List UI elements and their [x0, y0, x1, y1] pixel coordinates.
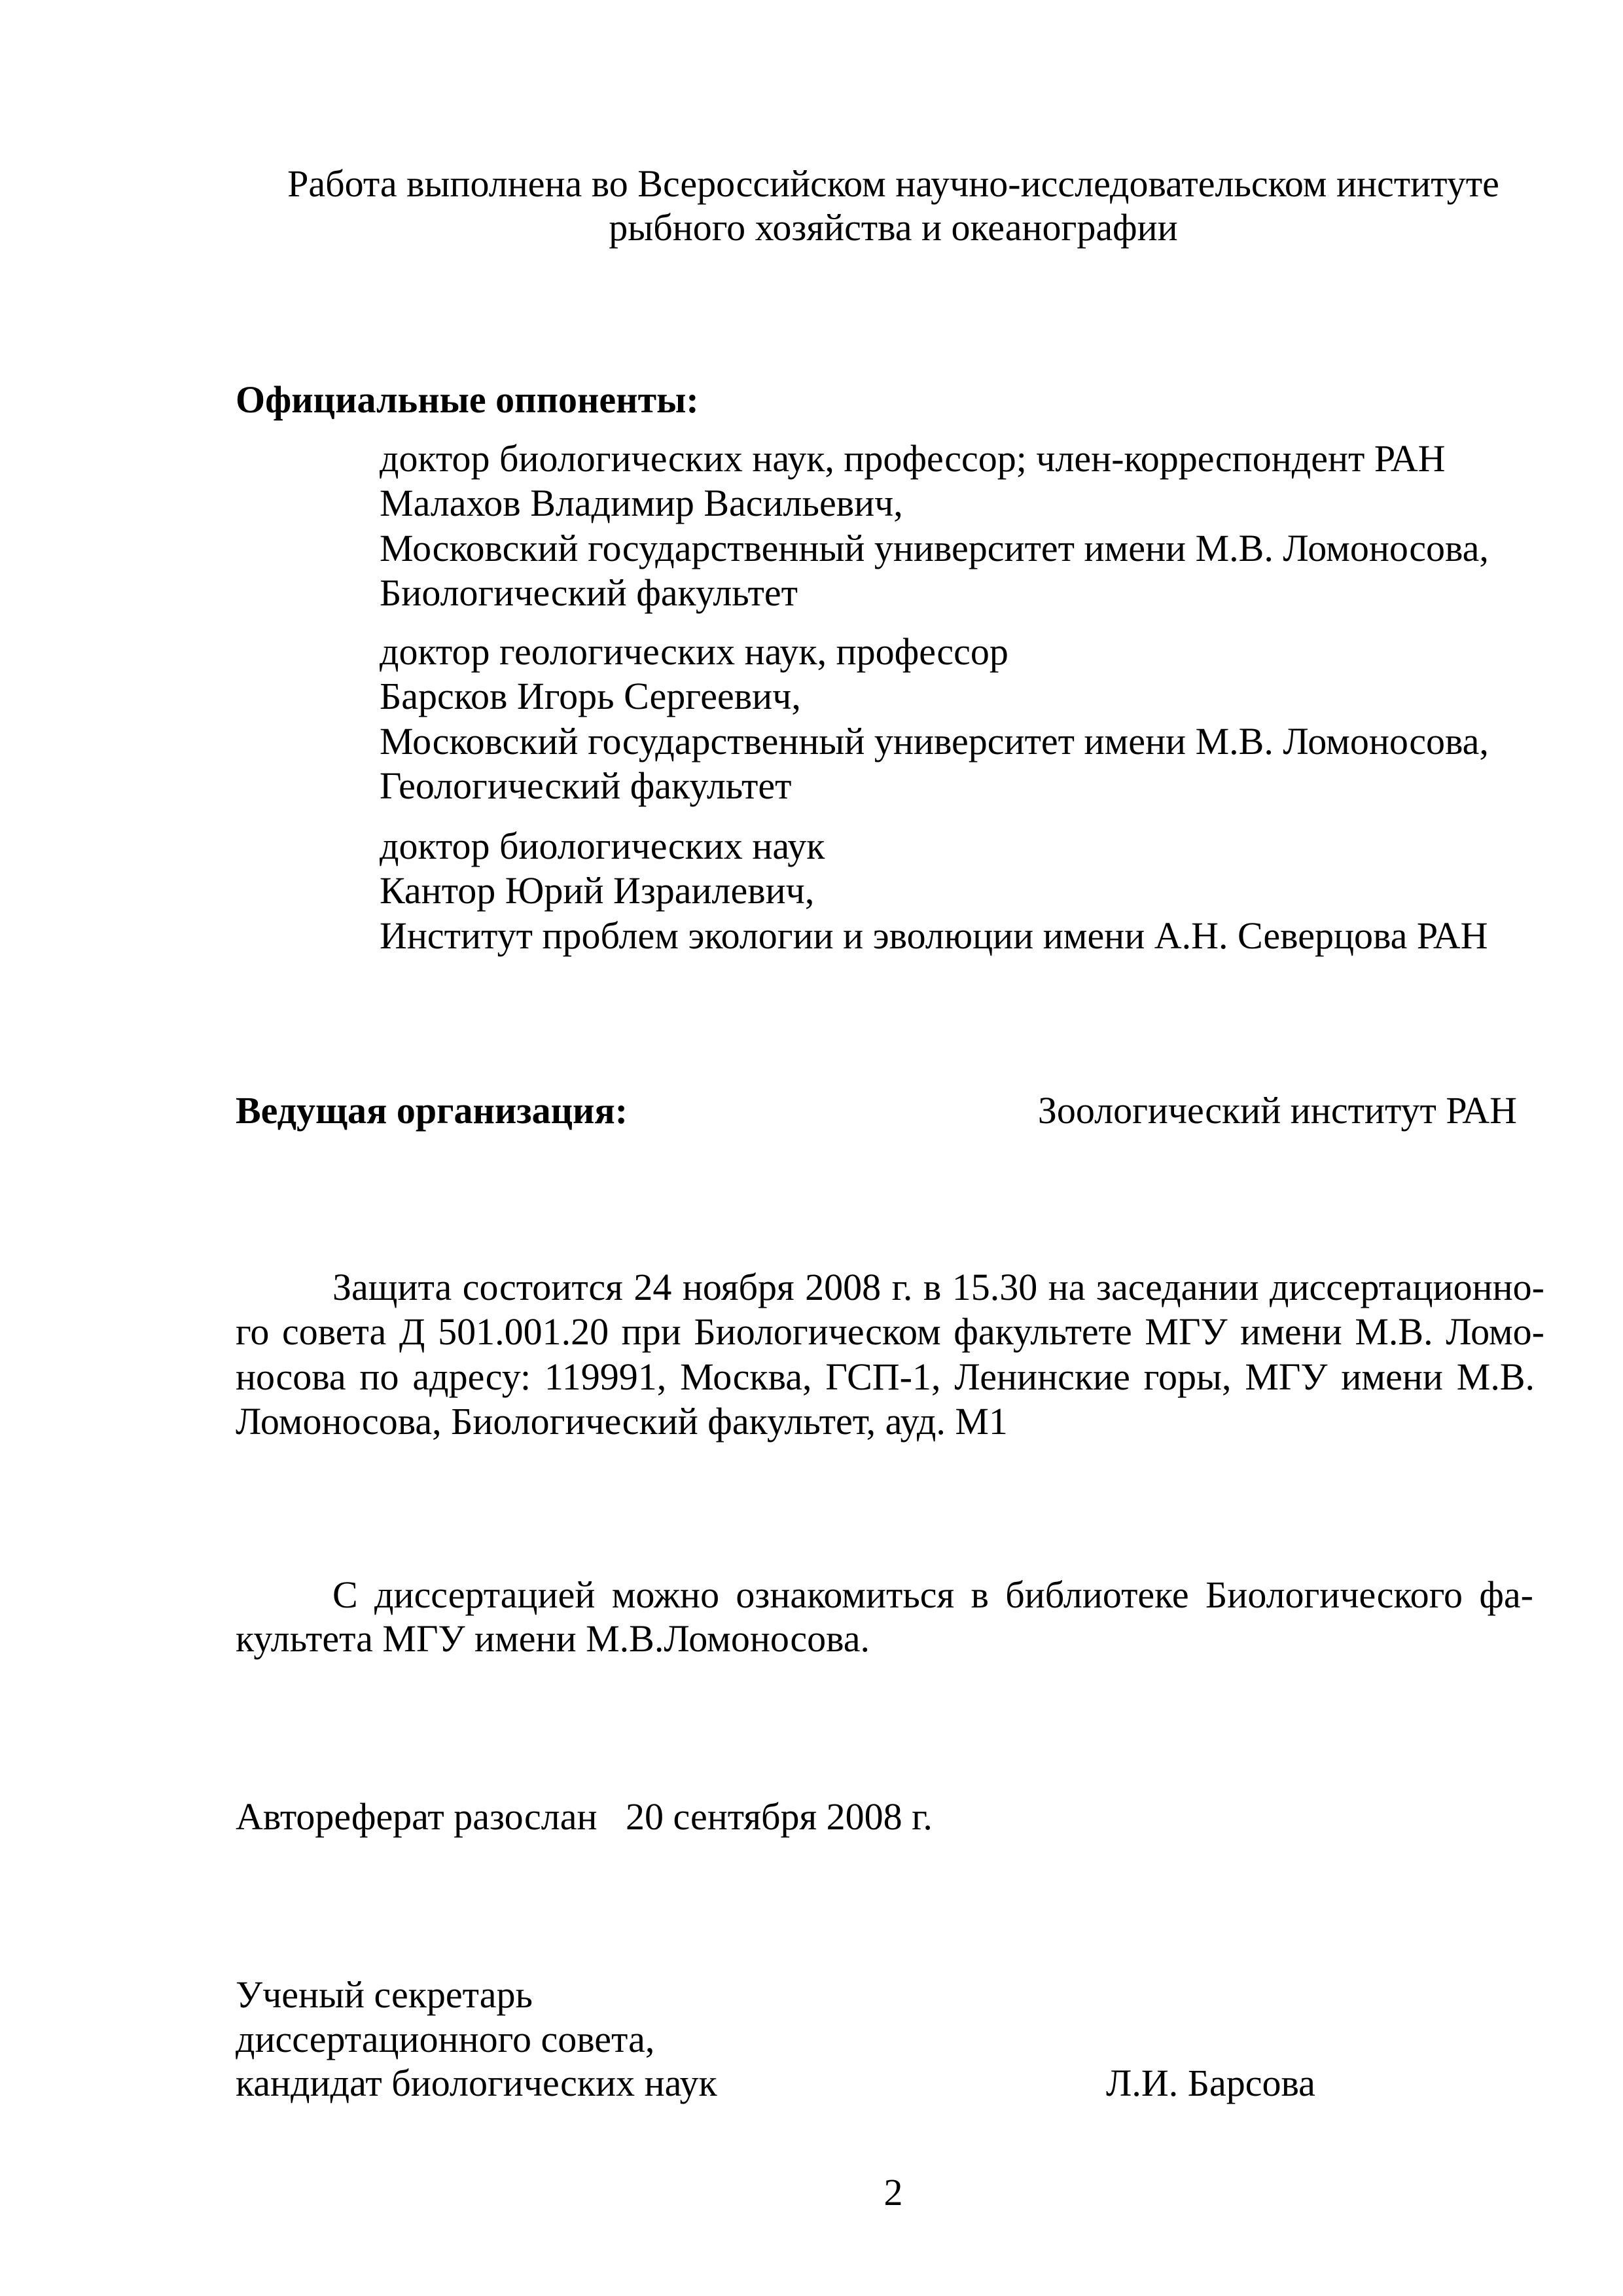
paragraph-line: культета МГУ имени М.В.Ломоносова. [236, 1617, 870, 1660]
secretary-line: кандидат биологических наук [236, 2062, 717, 2104]
leading-org-label: Ведущая организация: [236, 1089, 628, 1132]
opponent-line: Институт проблем экологии и эволюции имени А.Н. Северцова РАН [380, 914, 1488, 957]
paragraph-line: Защита состоится 24 ноября 2008 г. в 15.30 на заседании диссертационно- [332, 1266, 1544, 1308]
header-line: Работа выполнена во Всероссийском научно-исследовательском институте [287, 162, 1499, 205]
opponent-line: Московский государственный университет имени М.В. Ломоносова, [380, 720, 1489, 762]
paragraph-line: го совета Д 501.001.20 при Биологическом факультете МГУ имени М.В. Ломо- [236, 1310, 1544, 1353]
mailed-date: Автореферат разослан 20 сентября 2008 г. [236, 1795, 933, 1838]
leading-org-value: Зоологический институт РАН [1037, 1089, 1517, 1132]
opponents-heading: Официальные оппоненты: [236, 378, 699, 421]
secretary-line: диссертационного совета, [236, 2018, 655, 2060]
opponent-line: Московский государственный университет имени М.В. Ломоносова, [380, 527, 1489, 569]
opponent-line: доктор биологических наук, профессор; член-корреспондент РАН [380, 437, 1446, 480]
page-number: 2 [883, 2171, 903, 2214]
opponent-line: Биологический факультет [380, 571, 798, 614]
opponent-line: Барсков Игорь Сергеевич, [380, 675, 801, 717]
opponent-line: доктор геологических наук, профессор [380, 630, 1008, 673]
opponent-line: Геологический факультет [380, 764, 792, 807]
paragraph-line: Ломоносова, Биологический факультет, ауд. М1 [236, 1400, 1008, 1443]
paragraph-line: С диссертацией можно ознакомиться в библиотеке Биологического фа- [332, 1573, 1533, 1616]
opponent-line: доктор биологических наук [380, 825, 825, 867]
secretary-name: Л.И. Барсова [1106, 2062, 1315, 2104]
header-line: рыбного хозяйства и океанографии [609, 206, 1178, 249]
opponent-line: Малахов Владимир Васильевич, [380, 482, 903, 524]
paragraph-line: носова по адресу: 119991, Москва, ГСП-1, Ленинские горы, МГУ имени М.В. [236, 1355, 1535, 1398]
opponent-line: Кантор Юрий Израилевич, [380, 869, 815, 912]
secretary-line: Ученый секретарь [236, 1973, 533, 2016]
